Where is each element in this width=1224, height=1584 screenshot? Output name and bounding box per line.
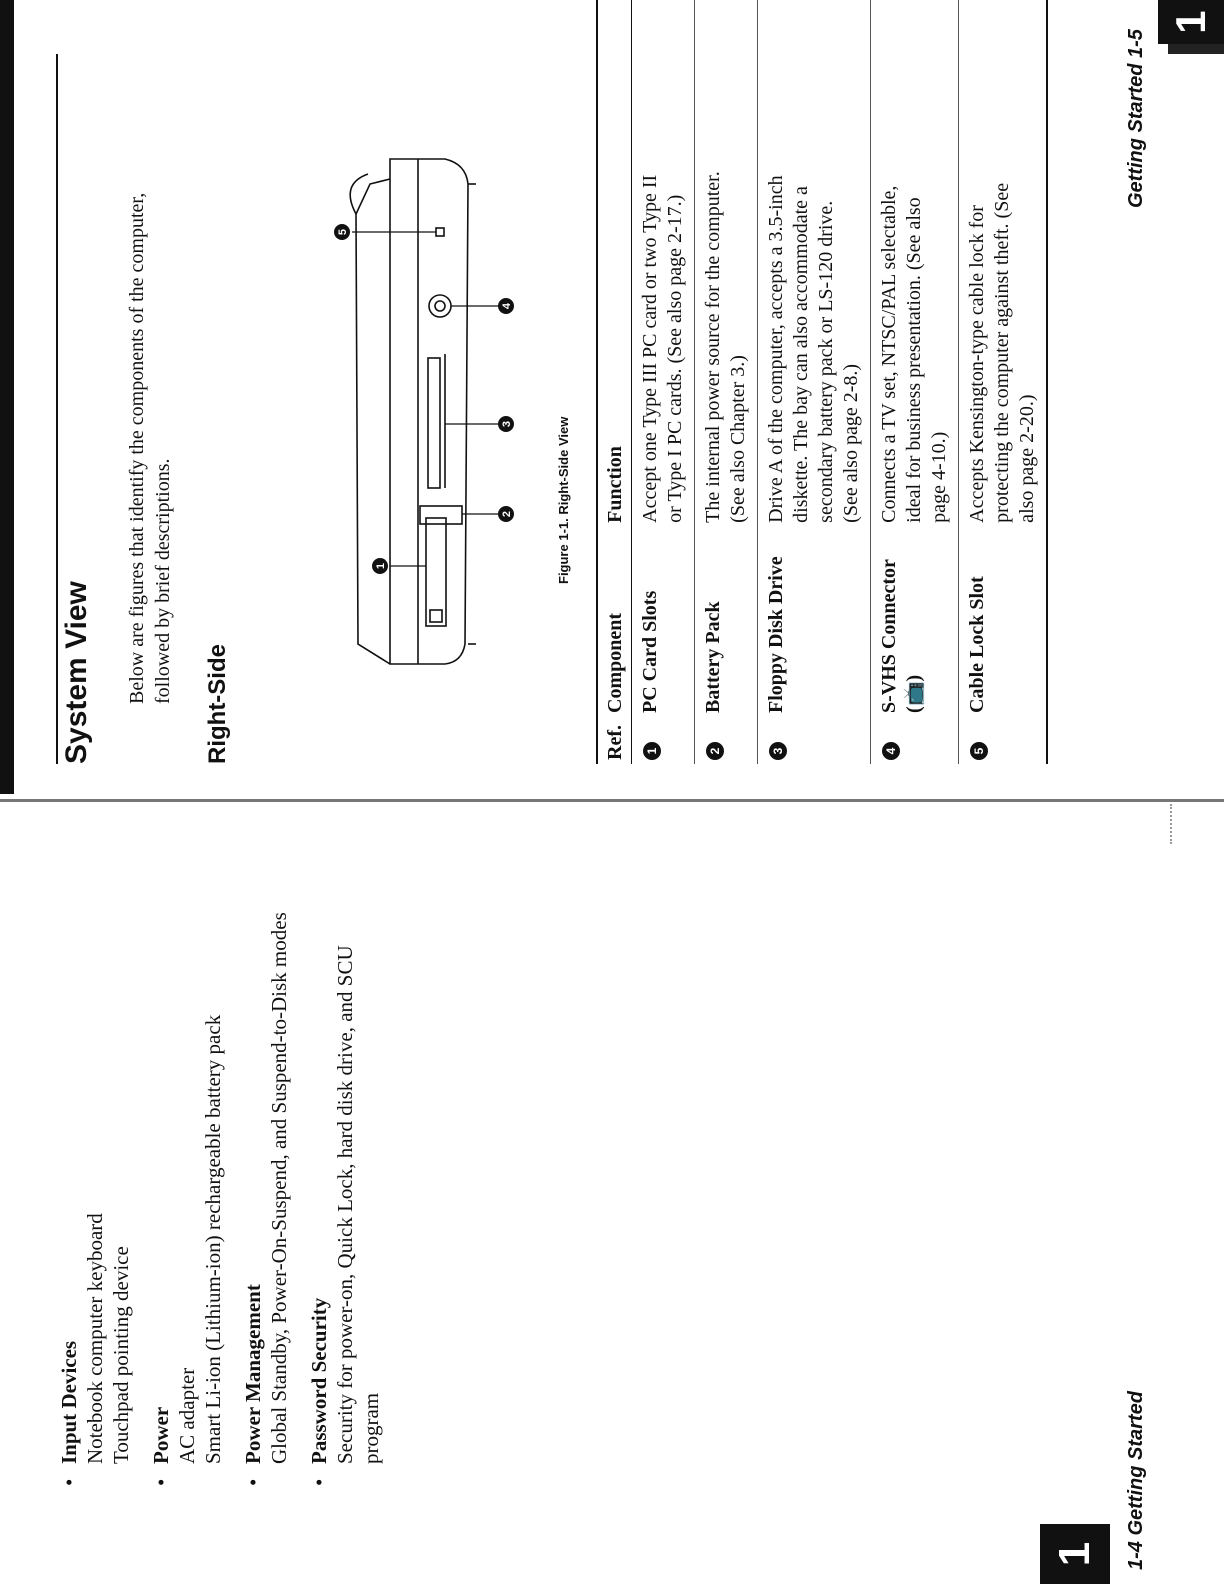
table-header-row bbox=[597, 0, 632, 764]
bullet-dot: • bbox=[149, 1478, 173, 1486]
tv-icon-label: (📺) bbox=[903, 674, 925, 713]
function-line: secondary battery pack or LS-120 drive. bbox=[815, 200, 837, 523]
component-name: Floppy Disk Drive bbox=[765, 556, 787, 713]
chapter-tab-left: 1 bbox=[1040, 1524, 1110, 1584]
intro-paragraph bbox=[124, 144, 176, 704]
bullet-input-devices bbox=[56, 1213, 134, 1486]
page-footer-right: Getting Started 1-5 bbox=[1125, 29, 1147, 208]
chapter-tab-right: 1 bbox=[1158, 0, 1224, 44]
header-function: Function bbox=[597, 0, 632, 527]
table-row bbox=[632, 0, 695, 764]
subsection-heading: Right-Side bbox=[204, 644, 231, 764]
header-ref: Ref. bbox=[597, 717, 632, 764]
bullet-heading: Power bbox=[149, 1406, 173, 1464]
bullet-line: Smart Li-ion (Lithium-ion) rechargeable battery pack bbox=[201, 1014, 225, 1464]
bullet-dot: • bbox=[57, 1478, 81, 1486]
bullet-heading: Input Devices bbox=[57, 1340, 81, 1464]
section-title: System View bbox=[60, 581, 93, 764]
figure-caption: Figure 1-1. Right-Side View bbox=[556, 416, 571, 584]
function-line: Drive A of the computer, accepts a 3.5-inch bbox=[765, 175, 787, 523]
function-line: (See also page 2-8.) bbox=[840, 363, 862, 523]
bullet-line: Global Standby, Power-On-Suspend, and Suspend-to-Disk modes bbox=[267, 912, 291, 1464]
body-outline bbox=[390, 159, 468, 664]
function-line: Accepts Kensington-type cable lock for bbox=[966, 205, 988, 523]
heading-rule bbox=[56, 54, 58, 764]
ref-number: 4 bbox=[882, 742, 900, 760]
header-component: Component bbox=[597, 527, 632, 717]
right-side-view-figure bbox=[240, 124, 520, 684]
ref-number: 1 bbox=[643, 742, 661, 760]
ref-number: 5 bbox=[970, 742, 988, 760]
function-line: diskette. The bay can also accommodate a bbox=[790, 186, 812, 523]
intro-line: followed by brief descriptions. bbox=[152, 458, 174, 704]
lock-slot bbox=[436, 228, 444, 236]
component-name: Battery Pack bbox=[702, 601, 724, 713]
function-line: or Type I PC cards. (See also page 2-17.) bbox=[664, 194, 686, 523]
function-line: also page 2-20.) bbox=[1016, 394, 1038, 523]
function-line: Accept one Type III PC card or two Type II bbox=[639, 174, 661, 523]
function-line: protecting the computer against theft. (See bbox=[991, 182, 1013, 523]
eject-button bbox=[430, 610, 442, 622]
component-name: Cable Lock Slot bbox=[966, 576, 988, 713]
bullet-password-security bbox=[306, 945, 384, 1486]
bullet-line: Notebook computer keyboard bbox=[83, 1213, 107, 1464]
function-line: The internal power source for the computer. bbox=[702, 171, 724, 523]
component-name: PC Card Slots bbox=[639, 590, 661, 713]
floppy-slot bbox=[428, 358, 440, 488]
function-line: (See also Chapter 3.) bbox=[727, 355, 749, 523]
spine-divider bbox=[0, 799, 1224, 802]
bullet-dot: • bbox=[241, 1478, 265, 1486]
callout-1-label: 1 bbox=[375, 562, 387, 570]
component-name: S-VHS Connector bbox=[878, 559, 900, 713]
bullet-line: AC adapter bbox=[175, 1367, 199, 1464]
ref-number: 2 bbox=[706, 742, 724, 760]
bullet-power bbox=[148, 1014, 226, 1486]
table-row bbox=[959, 0, 1048, 764]
bullet-line: Touchpad pointing device bbox=[109, 1246, 133, 1464]
table-row bbox=[758, 0, 871, 764]
function-line: page 4-10.) bbox=[928, 431, 950, 523]
bullet-line: program bbox=[359, 1392, 383, 1464]
component-table bbox=[596, 0, 1048, 764]
intro-line: Below are figures that identify the components of the computer, bbox=[126, 192, 148, 704]
table-row bbox=[695, 0, 758, 764]
bullet-heading: Password Security bbox=[307, 1297, 331, 1464]
bullet-dot: • bbox=[307, 1478, 331, 1486]
bullet-heading: Power Management bbox=[241, 1284, 265, 1464]
callout-3-label: 3 bbox=[501, 420, 513, 428]
callout-5-label: 5 bbox=[337, 228, 349, 236]
lid-outline bbox=[356, 179, 390, 664]
bullet-line: Security for power-on, Quick Lock, hard disk drive, and SCU bbox=[333, 945, 357, 1464]
function-line: Connects a TV set, NTSC/PAL selectable, bbox=[878, 185, 900, 523]
ref-number: 3 bbox=[769, 742, 787, 760]
left-page bbox=[0, 804, 1224, 1584]
callout-2-label: 2 bbox=[501, 510, 513, 518]
function-line: ideal for business presentation. (See also bbox=[903, 197, 925, 523]
callout-4-label: 4 bbox=[501, 302, 513, 310]
page-footer-left: 1-4 Getting Started bbox=[1125, 1391, 1147, 1570]
bullet-power-management bbox=[240, 912, 292, 1486]
svhs-port bbox=[429, 295, 451, 317]
table-row bbox=[871, 0, 959, 764]
